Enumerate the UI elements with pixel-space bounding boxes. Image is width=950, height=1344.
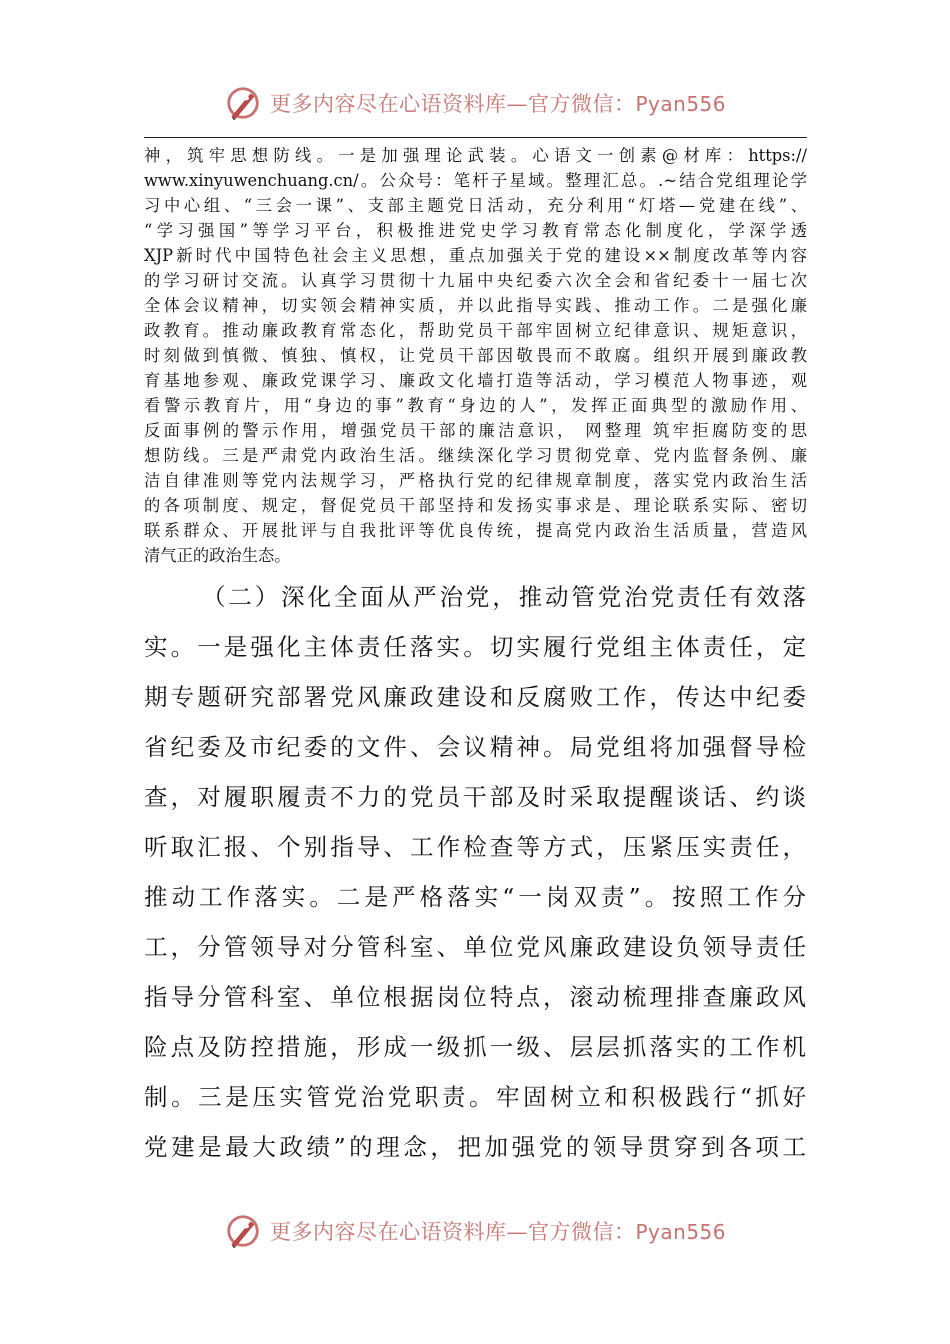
body-paragraph-small [144, 143, 807, 568]
text-line: 指导分管科室、单位根据岗位特点，滚动梳理排查廉政风 [144, 983, 807, 1011]
text-line: 推动工作落实。二是严格落实“一岗双责”。按照工作分 [144, 883, 807, 911]
text-line: XJP新时代中国特色社会主义思想，重点加强关于党的建设××制度改革等内容 [144, 246, 807, 265]
text-line: 洁自律准则等党内法规学习，严格执行党的纪律规章制度，落实党内政治生活 [144, 471, 807, 490]
text-line: 神，筑牢思想防线。一是加强理论武装。心语文一创素@材库：https:// [144, 146, 807, 165]
text-line: 制。三是压实管党治党职责。牢固树立和积极践行“抓好 [144, 1083, 807, 1111]
text-line: 全体会议精神，切实领会精神实质，并以此指导实践、推动工作。二是强化廉 [144, 296, 807, 315]
footer-banner [0, 1206, 950, 1256]
text-line: 险点及防控措施，形成一级抓一级、层层抓落实的工作机 [144, 1033, 807, 1061]
header-divider [144, 137, 807, 138]
text-line: 听取汇报、个别指导、工作检查等方式，压紧压实责任， [144, 833, 807, 861]
footer-banner-text: 更多内容尽在心语资料库—官方微信：Pyan556 [269, 1220, 726, 1244]
text-line: www.xinyuwenchuang.cn/。公众号：笔杆子星域。整理汇总。.~结合党组理论学 [144, 171, 807, 190]
header-banner-text: 更多内容尽在心语资料库—官方微信：Pyan556 [269, 92, 726, 116]
text-line: 习中心组、“三会一课”、支部主题党日活动，充分利用“灯塔—党建在线”、 [144, 196, 807, 215]
text-line: 反面事例的警示作用，增强党员干部的廉洁意识， 网整理 筑牢拒腐防变的思 [144, 421, 807, 440]
text-line: 党建是最大政绩”的理念，把加强党的领导贯穿到各项工 [144, 1133, 807, 1161]
pen-in-circle-logo-icon [224, 1212, 262, 1250]
text-line: 期专题研究部署党风廉政建设和反腐败工作，传达中纪委 [144, 683, 807, 711]
text-line: 实。一是强化主体责任落实。切实履行党组主体责任，定 [144, 633, 807, 661]
text-line: 工，分管领导对分管科室、单位党风廉政建设负领导责任 [144, 933, 807, 961]
text-line: 育基地参观、廉政党课学习、廉政文化墙打造等活动，学习模范人物事迹，观 [144, 371, 807, 390]
footer-banner-content [224, 1212, 726, 1250]
text-line: 的学习研讨交流。认真学习贯彻十九届中央纪委六次全会和省纪委十一届七次 [144, 271, 807, 290]
text-line: 时刻做到慎微、慎独、慎权，让党员干部因敬畏而不敢腐。组织开展到廉政教 [144, 346, 807, 365]
text-line: 政教育。推动廉政教育常态化，帮助党员干部牢固树立纪律意识、规矩意识， [144, 321, 807, 340]
text-line: 清气正的政治生态。 [144, 546, 291, 565]
body-paragraph-large [144, 572, 807, 1172]
text-line: “学习强国”等学习平台，积极推进党史学习教育常态化制度化，学深学透 [144, 221, 807, 240]
pen-in-circle-logo-icon [224, 84, 262, 122]
text-line: 看警示教育片，用“身边的事”教育“身边的人”，发挥正面典型的激励作用、 [144, 396, 807, 415]
header-banner [0, 78, 950, 128]
text-line: 查，对履职履责不力的党员干部及时采取提醒谈话、约谈 [144, 783, 807, 811]
text-line: 省纪委及市纪委的文件、会议精神。局党组将加强督导检 [144, 733, 807, 761]
text-line: 联系群众、开展批评与自我批评等优良传统，提高党内政治生活质量，营造风 [144, 521, 807, 540]
text-line: （二）深化全面从严治党，推动管党治党责任有效落 [202, 583, 807, 611]
header-banner-content [224, 84, 726, 122]
text-line: 想防线。三是严肃党内政治生活。继续深化学习贯彻党章、党内监督条例、廉 [144, 446, 807, 465]
text-line: 的各项制度、规定，督促党员干部坚持和发扬实事求是、理论联系实际、密切 [144, 496, 807, 515]
